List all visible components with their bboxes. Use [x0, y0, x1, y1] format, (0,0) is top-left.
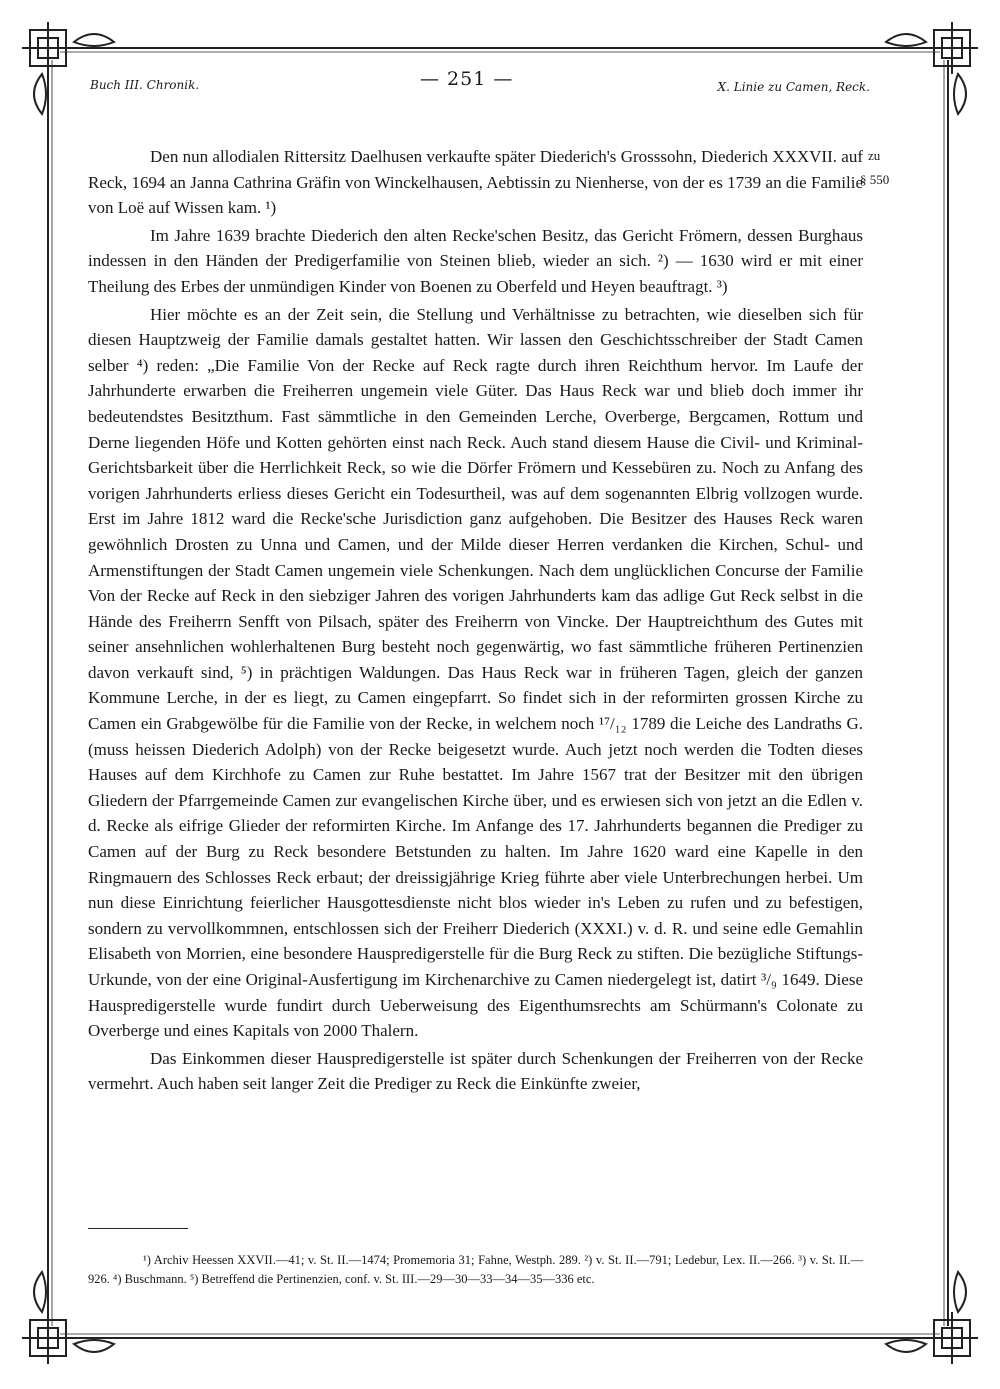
paragraph: Hier möchte es an der Zeit sein, die Stellung und Verhältnisse zu betrachten, wie dieselben sich für diesen Hauptzweig der Familie damals gestaltet hatten. Wir lassen den Geschichtsschreiber der Stadt Camen selber ⁴) reden: „Die Familie Von der Recke auf Reck ragte durch ihren Reichthum hervor. Im Laufe der Jahrhunderte erwarben die Freiherren ungemein viele Güter. Das Haus Reck war und blieb doch immer ihr bedeutendstes Besitzthum. Fast sämmtliche in den Gemeinden Lerche, Overberge, Bergcamen, Rottum und Derne liegenden Höfe und Kotten gehörten einst nach Reck. Auch stand diesem Hause die Civil- und Kriminal-Gerichtsbarkeit über die Herrlichkeit Reck, so wie die Dörfer Frömern und Kessebüren zu. Noch zu Anfang des vorigen Jahrhunderts erliess dieses Gericht ein Todesurtheil, was auf dem sogenannten Elbrig vollzogen wurde. Erst im Jahre 1812 ward die Recke'sche Jurisdiction ganz aufgehoben. Die Besitzer des Hauses Reck waren gewöhnlich Drosten zu Unna und Camen, und der Milde dieser Herren verdanken die Kirchen, Schul- und Armenstiftungen der Stadt Camen ungemein viele Schenkungen. Nach dem unglücklichen Concurse der Familie Von der Recke auf Reck in den siebziger Jahren des vorigen Jahrhunderts kam das adlige Gut Reck selbst in die Hände des Freiherrn Senfft von Pilsach, später des Freiherrn von Vincke. Der Hauptreichthum des Gutes mit seiner ansehnlichen wohlerhaltenen Burg besteht noch gegenwärtig, wo fast sämmtliche früheren Pertinenzien davon verkauft sind, ⁵) in prächtigen Waldungen. Das Haus Reck war in früheren Tagen, gleich der ganzen Kommune Lerche, in der es liegt, zu Camen eingepfarrt. So findet sich in der reformirten grossen Kirche zu Camen ein Grabgewölbe für die Familie von der Recke, in welchem noch ¹⁷/₁₂ 1789 die Leiche des Landraths G. (muss heissen Diederich Adolph) von der Recke beigesetzt wurde. Auch jetzt noch werden die Todten dieses Hauses auf dem Kirchhofe zu Camen zur Ruhe bestattet. Im Jahre 1567 trat der Besitzer mit den übrigen Gliedern der Pfarrgemeinde Camen zur evangelischen Kirche über, und es erwiesen sich von jetzt an die Edlen v. d. Recke als eifrige Glieder der reformirten Kirche. Im Anfange des 17. Jahrhunderts begannen die Prediger zu Camen auf der Burg zu Reck besondere Betstunden zu halten. Im Jahre 1620 ward eine Kapelle in den Ringmauern des Schlosses Reck erbaut; der dreissigjährige Krieg führte aber viele Unterbrechungen herbei. Um nun diese Einrichtung feierlicher Hausgottesdienste nicht blos wieder in's Leben zu rufen und zu befestigen, sondern zu vervollkommnen, entschlossen sich der Freiherr Diederich (XXXI.) v. d. R. und seine edle Gemahlin Elisabeth von Morrien, eine besondere Hauspredigerstelle für die Burg Reck zu stiften. Die bezügliche Stiftungs-Urkunde, von der eine Original-Ausfertigung im Kirchenarchive zu Camen niedergelegt ist, datirt ³/₉ 1649. Diese Hauspredigerstelle wurde fundirt durch Ueberweisung des Eigenthumsrechts am Schürmann's Colonate zu Overberge und eines Kapitals von 2000 Thalern. — [88, 304, 863, 1041]
footnotes: ¹) Archiv Heessen XXVII.—41; v. St. II.—1474; Promemoria 31; Fahne, Westph. 289. ²) v. St. II.—791; Ledebur, Lex. II.—266. ³) v. St. II.—926. ⁴) Buschmann. ⁵) Betreffend die Pertinenzien, conf. v. St. III.—29—30—33—34—35—336 etc. — [88, 1253, 863, 1286]
page-number: — 251 — — [420, 68, 514, 90]
corner-ornament-icon — [886, 1272, 978, 1364]
margin-note — [860, 147, 920, 189]
running-header — [90, 70, 870, 100]
header-section-label: X. Linie zu Camen, Reck. — [717, 80, 870, 94]
paragraph: Den nun allodialen Rittersitz Daelhusen verkaufte später Diederich's Grosssohn, Diederich XXXVII. auf Reck, 1694 an Janna Cathrina Gräfin von Winckelhausen, Aebtissin zu Nienherse, von der es 1739 an die Familie von Loë auf Wissen kam. ¹) — [88, 147, 863, 218]
header-book-label: Buch III. Chronik. — [90, 78, 200, 92]
body-text — [88, 144, 863, 1097]
paragraph: Im Jahre 1639 brachte Diederich den alten Recke'schen Besitz, das Gericht Frömern, dessen Burghaus indessen in den Händen der Predigerfamilie von Steinen blieb, wieder an sich. ²) — 1630 wird er mit einer Theilung des Erbes der unmündigen Kinder von Boenen zu Oberfeld und Heyen beauftragt. ³) — [88, 225, 863, 296]
corner-ornament-icon — [22, 22, 114, 114]
footnote-divider — [88, 1228, 188, 1229]
margin-note-section: § 550 — [860, 172, 890, 187]
corner-ornament-icon — [886, 22, 978, 114]
margin-note-line: zu — [868, 148, 881, 163]
paragraph: Das Einkommen dieser Hauspredigerstelle ist später durch Schenkungen der Freiherren von der Recke vermehrt. Auch haben seit langer Zeit die Prediger zu Reck die Einkünfte zweier, — [88, 1048, 863, 1094]
